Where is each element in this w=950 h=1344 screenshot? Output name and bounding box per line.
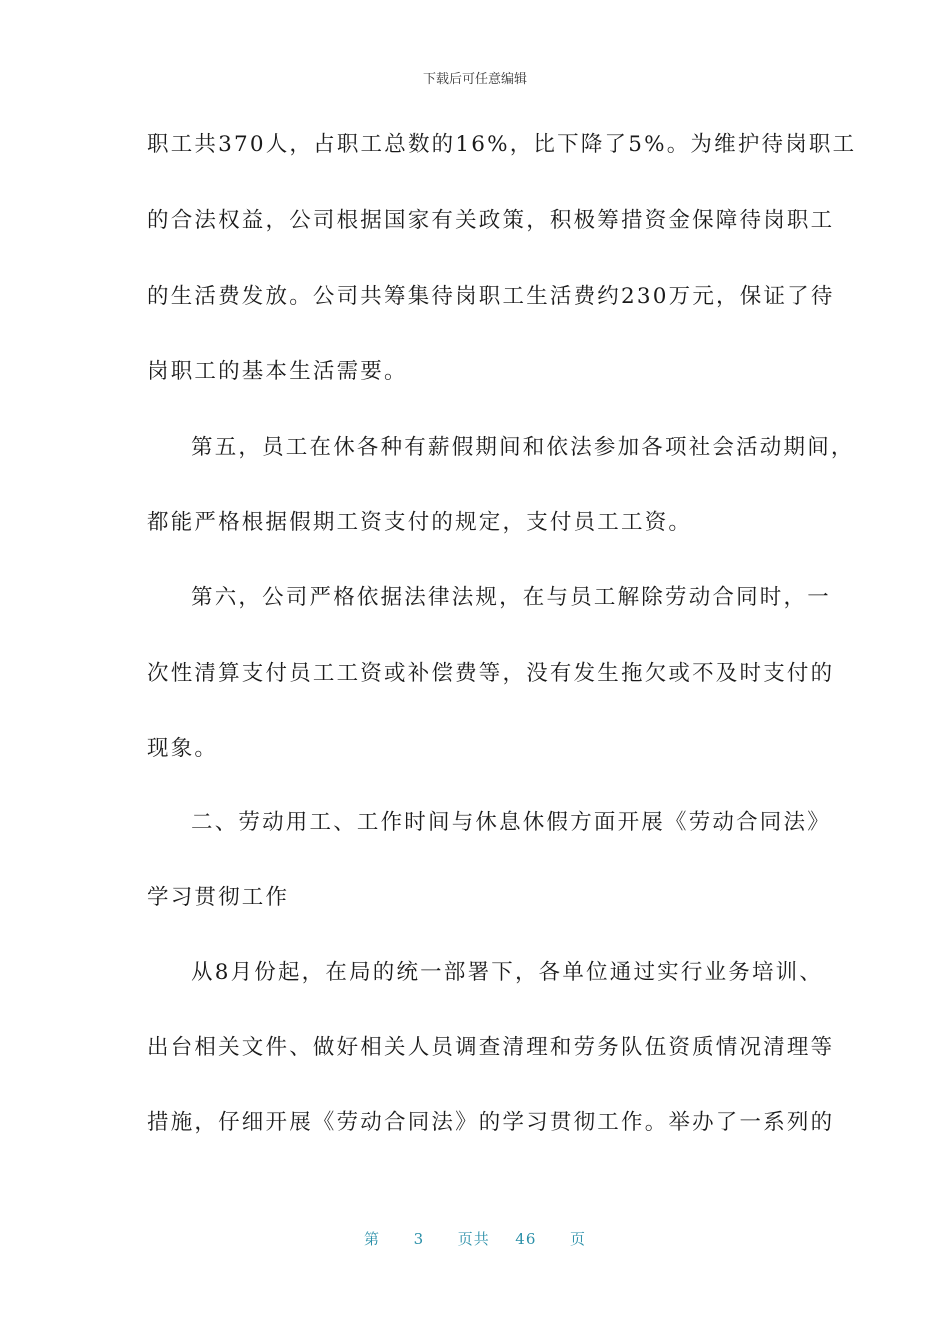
paragraph-first-line: 第六，公司严格依据法律法规，在与员工解除劳动合同时，一 — [191, 585, 831, 610]
body-line: 岗职工的基本生活需要。 — [147, 359, 408, 384]
body-line: 的生活费发放。公司共筹集待岗职工生活费约230万元，保证了待 — [147, 284, 835, 309]
body-line: 出台相关文件、做好相关人员调查清理和劳务队伍资质情况清理等 — [147, 1035, 835, 1060]
section-heading-line: 二、劳动用工、工作时间与休息休假方面开展《劳动合同法》 — [191, 810, 831, 835]
footer-middle: 页共 — [457, 1230, 490, 1248]
body-line: 现象。 — [147, 736, 219, 761]
section-heading-line: 学习贯彻工作 — [147, 885, 290, 910]
paragraph-first-line: 从8月份起，在局的统一部署下，各单位通过实行业务培训、 — [191, 960, 824, 985]
body-line: 的合法权益，公司根据国家有关政策，积极筹措资金保障待岗职工 — [147, 208, 835, 233]
current-page-number: 3 — [413, 1230, 425, 1248]
page-header: 下载后可任意编辑 — [422, 72, 527, 87]
body-line: 措施，仔细开展《劳动合同法》的学习贯彻工作。举办了一系列的 — [147, 1110, 835, 1135]
total-page-count: 46 — [515, 1230, 537, 1248]
paragraph-first-line: 第五，员工在休各种有薪假期间和依法参加各项社会活动期间， — [191, 435, 855, 460]
page-footer — [0, 1228, 950, 1249]
body-line: 次性清算支付员工工资或补偿费等，没有发生拖欠或不及时支付的 — [147, 661, 835, 686]
body-line: 都能严格根据假期工资支付的规定，支付员工工资。 — [147, 510, 693, 535]
footer-prefix: 第 — [364, 1230, 381, 1248]
footer-suffix: 页 — [569, 1230, 586, 1248]
body-line: 职工共370人，占职工总数的16%，比下降了5%。为维护待岗职工 — [147, 132, 857, 157]
